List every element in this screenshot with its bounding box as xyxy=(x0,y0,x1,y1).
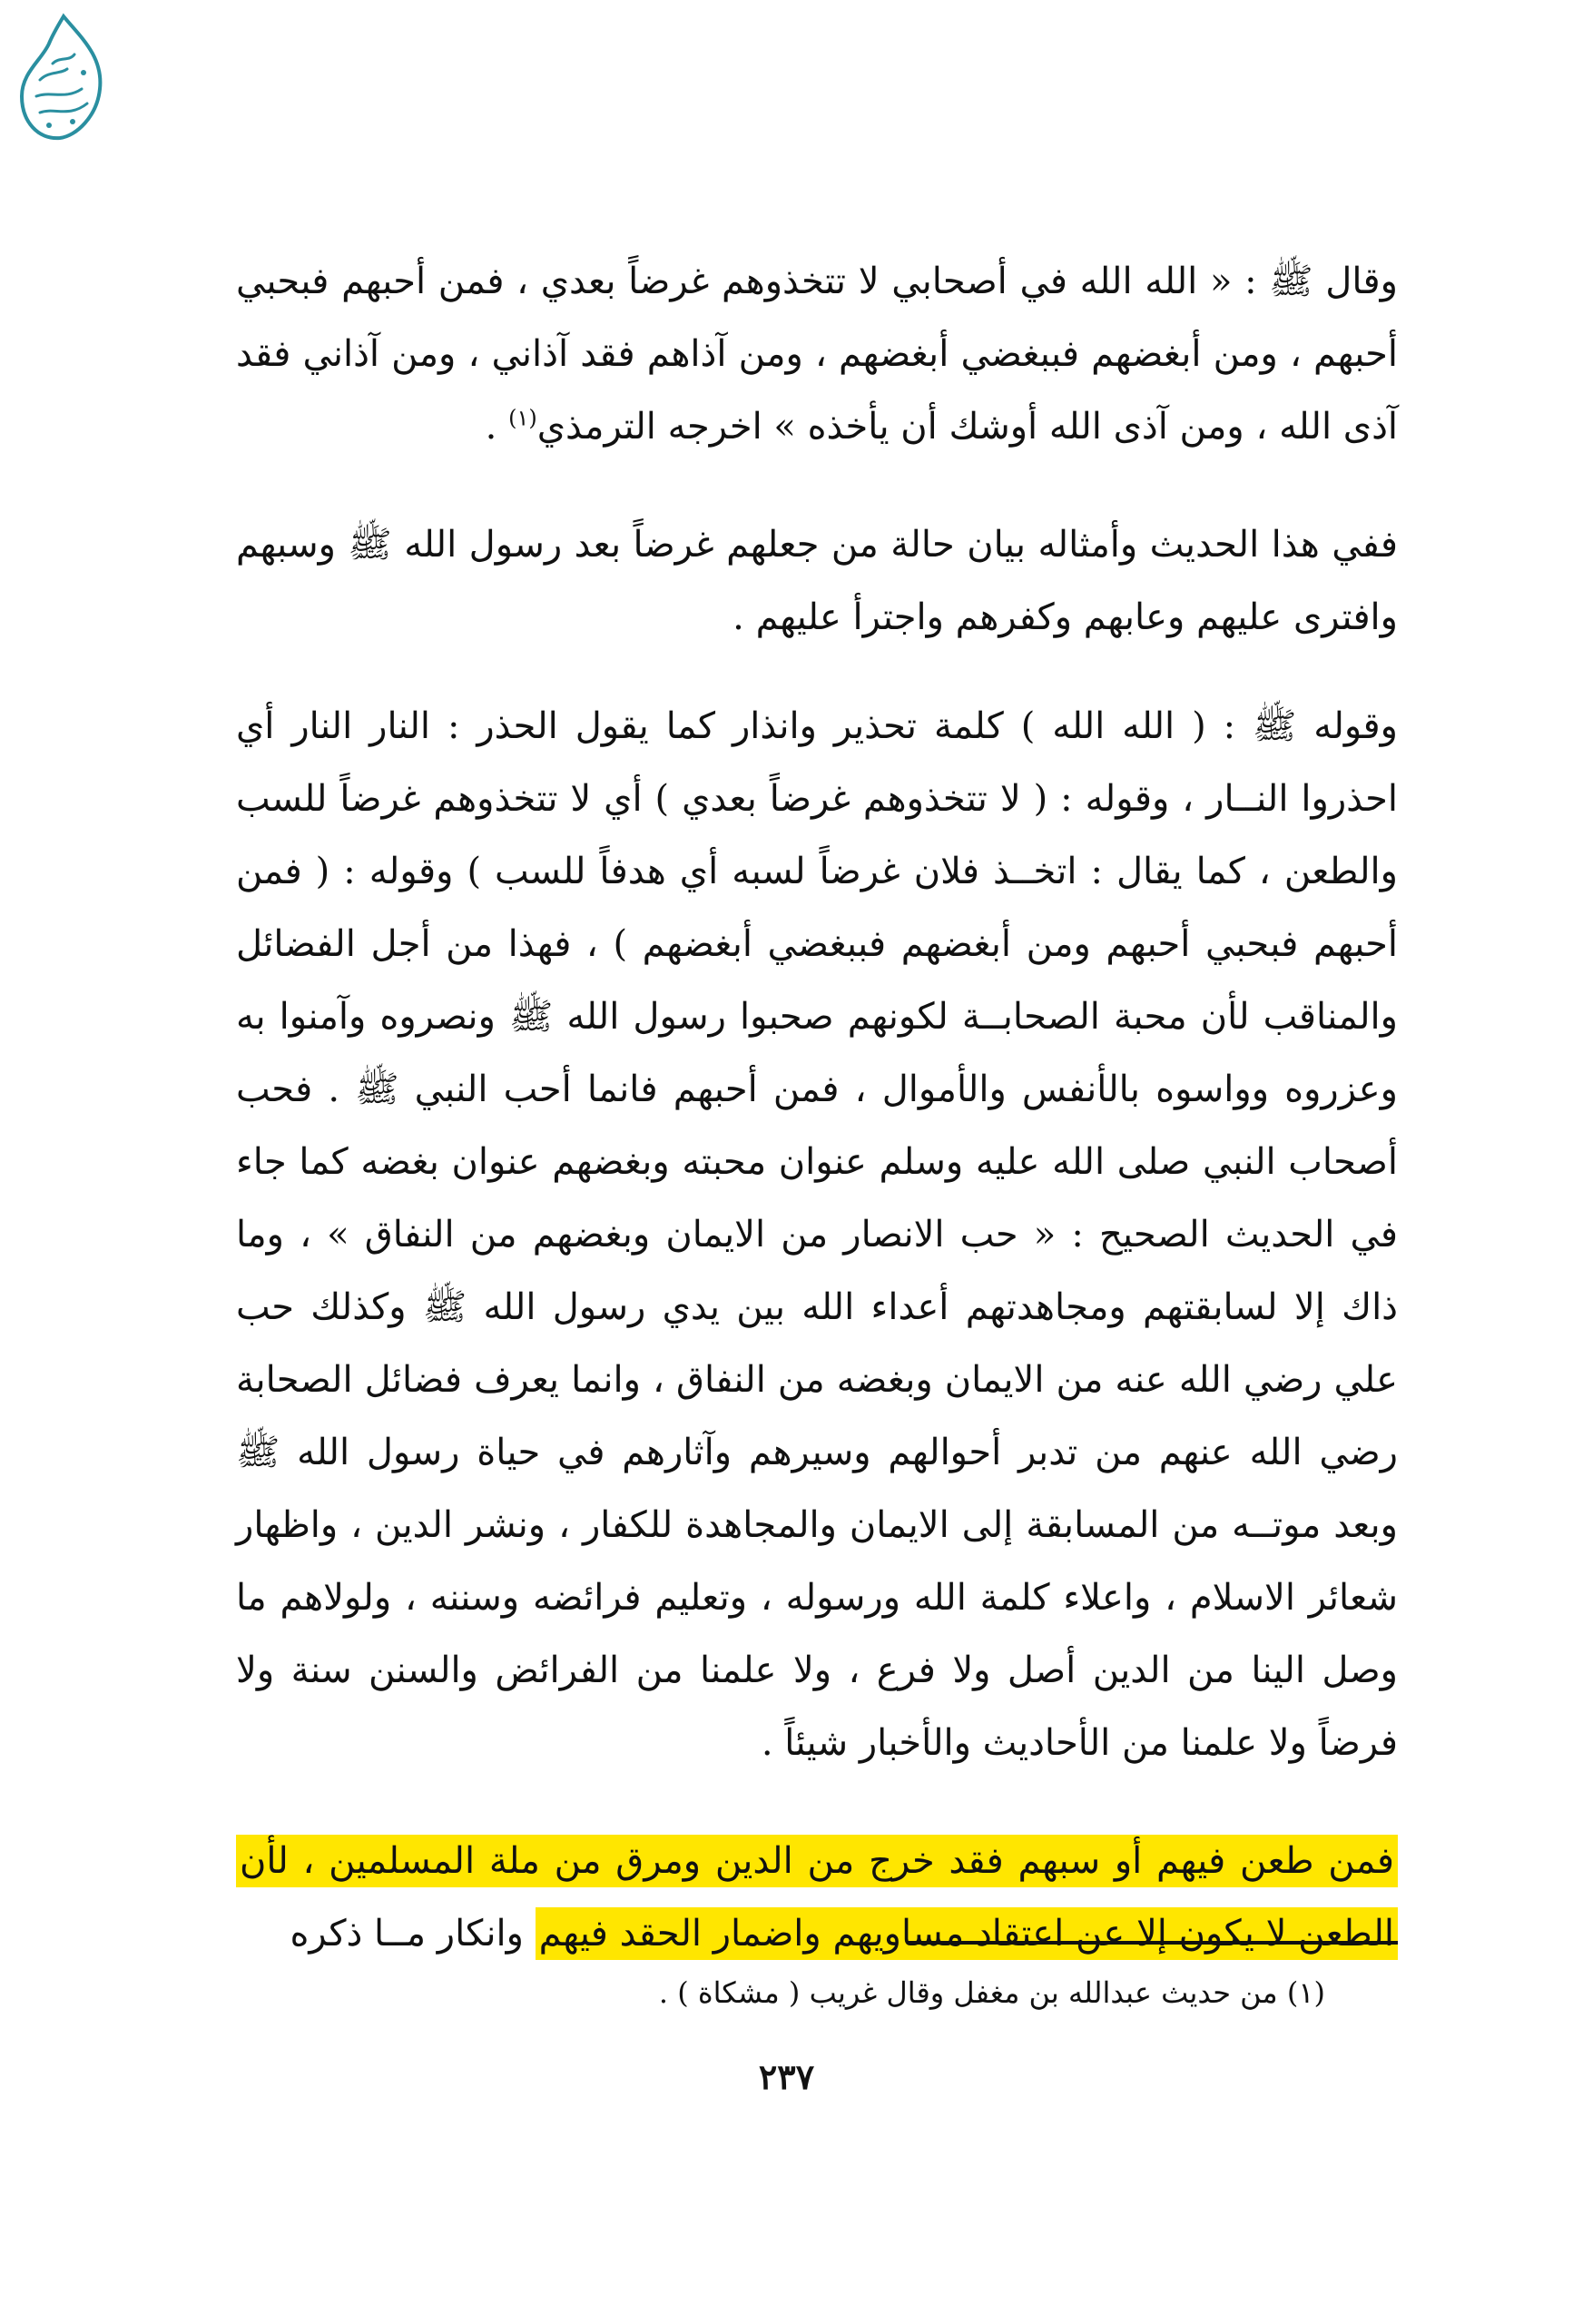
highlighted-continuation: وانكار مــا ذكره xyxy=(290,1913,536,1955)
paragraph-hadith-text: وقال ﷺ : « الله الله في أصحابي لا تتخذوهم غرضاً بعدي ، فمن أحبهم فبحبي أحبهم ، ومن أبغضهم فببغضي أبغضهم ، ومن آذاهم فقد آذاني ، ومن آذاني فقد آذى الله ، ومن آذى الله أوشك أن يأخذه » اخرجه الترمذي xyxy=(236,261,1398,448)
page-number: ٢٣٧ xyxy=(758,2056,815,2097)
paragraph-highlighted xyxy=(236,1825,1398,1970)
paragraph-commentary: وقوله ﷺ : ( الله الله ) كلمة تحذير وانذار كما يقول الحذر : النار النار أي احذروا النــار ، وقوله : ( لا تتخذوهم غرضاً بعدي ) أي لا تتخذوهم غرضاً للسب والطعن ، كما يقال : اتخــذ فلان غرضاً لسبه أي هدفاً للسب ) وقوله : ( فمن أحبهم فبحبي أحبهم ومن أبغضهم فببغضي أبغضهم ) ، فهذا من أجل الفضائل والمناقب لأن محبة الصحابــة لكونهم صحبوا رسول الله ﷺ ونصروه وآمنوا به وعزروه وواسوه بالأنفس والأموال ، فمن أحبهم فانما أحب النبي ﷺ . فحب أصحاب النبي صلى الله عليه وسلم عنوان محبته وبغضهم عنوان بغضه كما جاء في الحديث الصحيح : « حب الانصار من الايمان وبغضهم من النفاق » ، وما ذاك إلا لسابقتهم ومجاهدتهم أعداء الله بين يدي رسول الله ﷺ وكذلك حب علي رضي الله عنه من الايمان وبغضه من النفاق ، وانما يعرف فضائل الصحابة رضي الله عنهم من تدبر أحوالهم وسيرهم وآثارهم في حياة رسول الله ﷺ وبعد موتــه من المسابقة إلى الايمان والمجاهدة للكفار ، ونشر الدين ، واظهار شعائر الاسلام ، واعلاء كلمة الله ورسوله ، وتعليم فرائضه وسننه ، ولولاهم ما وصل الينا من الدين أصل ولا فرع ، ولا علمنا من الفرائض والسنن سنة ولا فرضاً ولا علمنا من الأحاديث والأخبار شيئاً . xyxy=(236,705,1398,1764)
footnote-divider xyxy=(908,1941,1398,1945)
calligraphy-logo-icon xyxy=(9,9,118,145)
paragraph-explanation: ففي هذا الحديث وأمثاله بيان حالة من جعلهم غرضاً بعد رسول الله ﷺ وسبهم وافترى عليهم وعابهم وكفرهم واجترأ عليهم . xyxy=(236,524,1398,638)
footnote: (١) من حديث عبدالله بن مغفل وقال غريب ( مشكاة ) . xyxy=(658,1975,1325,2010)
paragraph-hadith-end: . xyxy=(485,406,509,448)
main-text xyxy=(236,245,1398,2015)
footnote-reference: (١) xyxy=(508,405,537,431)
highlighted-text: فمن طعن فيهم أو سبهم فقد خرج من الدين ومرق من ملة المسلمين ، لأن الطعن لا يكون إلا عن اعتقاد مساويهم واضمار الحقد فيهم xyxy=(236,1835,1398,1960)
paragraph-hadith xyxy=(236,245,1398,463)
